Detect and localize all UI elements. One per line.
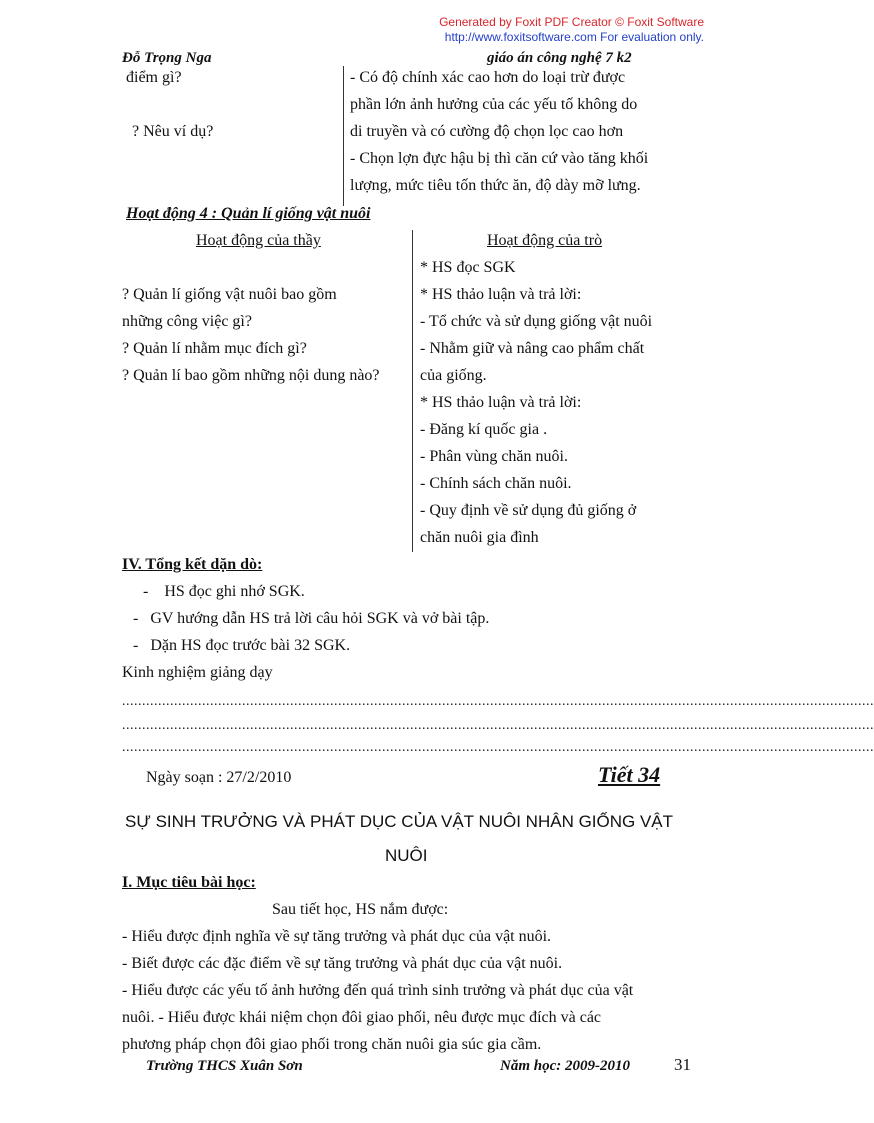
lesson-date: Ngày soạn : 27/2/2010: [146, 769, 292, 786]
objectives-intro: Sau tiết học, HS nắm được:: [272, 901, 449, 918]
activity4-divider: [412, 230, 413, 552]
foxit-watermark-line2[interactable]: http://www.foxitsoftware.com For evaluation only.: [444, 30, 704, 44]
student-line-1: * HS đọc SGK: [420, 259, 516, 276]
lesson-period: Tiết 34: [598, 762, 661, 787]
top-table-right-3: di truyền và có cường độ chọn lọc cao hơn: [350, 123, 624, 140]
student-line-9: - Chính sách chăn nuôi.: [420, 475, 572, 492]
student-line-11: chăn nuôi gia đình: [420, 529, 539, 546]
top-table-left-2: ? Nêu ví dụ?: [132, 123, 214, 140]
dotted-line-2: ............................................................................................................................................................................................: [122, 718, 874, 733]
summary-title: IV. Tổng kết dặn dò:: [122, 556, 263, 573]
header-subject: giáo án công nghệ 7 k2: [487, 50, 632, 66]
student-line-4: - Nhằm giữ và nâng cao phẩm chất: [420, 340, 645, 357]
objective-line-3: - Hiểu được các yếu tố ảnh hưởng đến quá trình sinh trưởng và phát dục của vật: [122, 982, 634, 999]
lesson-title-line2: NUÔI: [385, 846, 428, 865]
teacher-line-4: ? Quản lí bao gồm những nội dung nào?: [122, 367, 380, 384]
top-table-right-5: lượng, mức tiêu tốn thức ăn, độ dày mỡ lưng.: [350, 177, 641, 194]
col-student-header: Hoạt động của trò: [487, 232, 603, 249]
summary-item-1: - HS đọc ghi nhớ SGK.: [143, 583, 305, 600]
student-line-5: của giống.: [420, 367, 487, 384]
top-table-right-1: - Có độ chính xác cao hơn do loại trừ được: [350, 69, 626, 86]
objectives-title: I. Mục tiêu bài học:: [122, 874, 256, 891]
objective-line-4: nuôi. - Hiểu được khái niệm chọn đôi giao phối, nêu được mục đích và các: [122, 1009, 602, 1026]
header-author: Đỗ Trọng Nga: [122, 50, 212, 66]
student-line-3: - Tổ chức và sử dụng giống vật nuôi: [420, 313, 653, 330]
objective-line-2: - Biết được các đặc điểm về sự tăng trưởng và phát dục của vật nuôi.: [122, 955, 563, 972]
objective-line-1: - Hiểu được định nghĩa về sự tăng trưởng và phát dục của vật nuôi.: [122, 928, 552, 945]
top-table-divider: [343, 66, 344, 206]
student-line-6: * HS thảo luận và trả lời:: [420, 394, 582, 411]
page-number: 31: [674, 1055, 691, 1074]
student-line-2: * HS thảo luận và trả lời:: [420, 286, 582, 303]
footer-school: Trường THCS Xuân Sơn: [146, 1058, 303, 1074]
summary-item-3: - Dặn HS đọc trước bài 32 SGK.: [133, 637, 351, 654]
top-table-left-1: điểm gì?: [126, 69, 182, 86]
objective-line-5: phương pháp chọn đôi giao phối trong chăn nuôi gia súc gia cầm.: [122, 1036, 542, 1053]
experience-label: Kinh nghiệm giảng dạy: [122, 664, 273, 681]
dotted-line-3: ............................................................................................................................................................................................: [122, 740, 874, 755]
activity4-title: Hoạt động 4 : Quản lí giống vật nuôi: [126, 205, 371, 222]
lesson-title-line1: SỰ SINH TRƯỞNG VÀ PHÁT DỤC CỦA VẬT NUÔI NHÂN GIỐNG VẬT: [125, 812, 674, 831]
foxit-watermark-line1: Generated by Foxit PDF Creator © Foxit Software: [439, 15, 704, 29]
student-line-8: - Phân vùng chăn nuôi.: [420, 448, 568, 465]
footer-year: Năm học: 2009-2010: [500, 1058, 630, 1074]
top-table-right-2: phần lớn ảnh hưởng của các yếu tố không do: [350, 96, 638, 113]
top-table-right-4: - Chọn lợn đực hậu bị thì căn cứ vào tăng khối: [350, 150, 649, 167]
teacher-line-3: ? Quản lí nhằm mục đích gì?: [122, 340, 307, 357]
dotted-line-1: ............................................................................................................................................................................................: [122, 694, 874, 709]
student-line-10: - Quy định về sử dụng đủ giống ở: [420, 502, 637, 519]
student-line-7: - Đăng kí quốc gia .: [420, 421, 548, 438]
summary-item-2: - GV hướng dẫn HS trả lời câu hỏi SGK và vở bài tập.: [133, 610, 490, 627]
teacher-line-2: những công việc gì?: [122, 313, 252, 330]
col-teacher-header: Hoạt động của thầy: [196, 232, 321, 249]
teacher-line-1: ? Quản lí giống vật nuôi bao gồm: [122, 286, 337, 303]
